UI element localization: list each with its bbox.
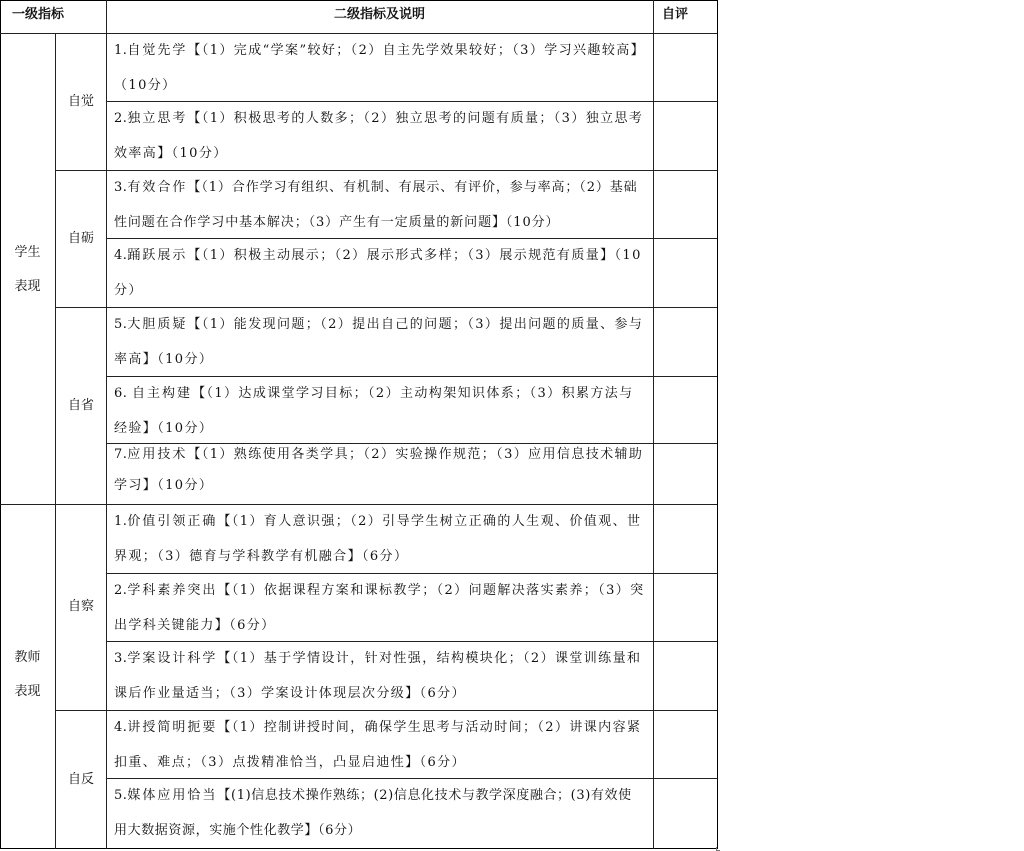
- criterion-item: [114, 710, 653, 778]
- item-name: 独立思考: [127, 111, 188, 126]
- item-number: 1.: [114, 43, 128, 58]
- self-eval-cell[interactable]: [654, 34, 717, 101]
- self-eval-cell[interactable]: [654, 444, 717, 504]
- subgroup-label: 自觉: [67, 94, 94, 109]
- item-number: 3.: [114, 651, 128, 666]
- corner-mark: [716, 847, 720, 851]
- item-detail: 【（1）控制讲授时间，确保学生思考与活动时间；（2）讲课内容紧扣重、难点；（3）点拨精准恰当，凸显启迪性】（6分）: [114, 720, 642, 770]
- item-number: 5.: [114, 317, 128, 332]
- self-eval-cell[interactable]: [654, 574, 717, 641]
- subgroup-label: 自砺: [67, 231, 94, 246]
- item-number: 7.: [114, 447, 128, 462]
- criterion-item: [114, 238, 653, 307]
- item-name: 大胆质疑: [127, 317, 188, 332]
- criterion-item: [114, 573, 653, 641]
- item-name: 价值引领正确: [127, 514, 218, 529]
- item-detail: 【（1）依据课程方案和课标教学；（2）问题解决落实素养；（3）突出学科关键能力】（6分）: [114, 583, 645, 633]
- item-number: 2.: [114, 111, 128, 126]
- item-name: 讲授简明扼要: [127, 720, 218, 735]
- item-detail: 【（1）基于学情设计，针对性强，结构模块化；（2）课堂训练量和课后作业量适当；（3）学案设计体现层次分级】（6分）: [114, 651, 642, 701]
- item-number: 6.: [114, 386, 133, 401]
- subgroup-label: 自反: [67, 772, 94, 787]
- group-title-line: 表现: [14, 279, 41, 294]
- self-eval-cell[interactable]: [654, 779, 717, 848]
- divider-col2: [106, 0, 107, 849]
- item-name: 有效合作: [127, 180, 188, 195]
- group-title-students: [0, 236, 55, 304]
- item-name: 学科素养突出: [127, 583, 218, 598]
- criterion-item: [114, 170, 653, 238]
- self-eval-cell[interactable]: [654, 102, 717, 170]
- item-detail: 【（1）能发现问题；（2）提出自己的问题；（3）提出问题的质量、参与率高】（10分）: [114, 317, 644, 367]
- item-name: 应用技术: [127, 447, 188, 462]
- criterion-item: [114, 641, 653, 710]
- item-name: 媒体应用恰当: [127, 788, 218, 803]
- item-detail: 【（1）熟练使用各类学具；（2）实验操作规范；（3）应用信息技术辅助学习】（10分）: [114, 447, 644, 493]
- item-name: 学案设计科学: [127, 651, 218, 666]
- item-number: 4.: [114, 248, 128, 263]
- item-detail: 【（1）积极主动展示；（2）展示形式多样；（3）展示规范有质量】（10分）: [114, 248, 642, 298]
- item-number: 3.: [114, 180, 128, 195]
- self-eval-cell[interactable]: [654, 642, 717, 710]
- group-title-line: 学生: [14, 245, 41, 260]
- subgroup-label: 自省: [67, 398, 94, 413]
- header-level2: 二级指标及说明: [333, 7, 425, 22]
- header-self-eval: 自评: [662, 7, 689, 22]
- criterion-item: [114, 504, 653, 573]
- item-detail: 【（1）完成“学案”较好；（2）自主先学效果较好；（3）学习兴趣较高】（10分）: [114, 43, 639, 93]
- self-eval-cell[interactable]: [654, 377, 717, 443]
- group-title-teachers: [0, 641, 55, 709]
- criterion-item: [114, 376, 653, 443]
- item-name: 踊跃展示: [127, 248, 188, 263]
- subgroup-label: 自察: [67, 599, 94, 614]
- item-name: 自主构建: [132, 386, 193, 401]
- self-eval-cell[interactable]: [654, 505, 717, 573]
- item-number: 1.: [114, 514, 128, 529]
- group-title-line: 教师: [14, 650, 41, 665]
- item-detail: 【（1）育人意识强；（2）引导学生树立正确的人生观、价值观、世界观；（3）德育与学科教学有机融合】（6分）: [114, 514, 642, 564]
- self-eval-cell[interactable]: [654, 711, 717, 778]
- criterion-item: [114, 778, 653, 848]
- criterion-item: [114, 101, 653, 170]
- item-number: 5.: [114, 788, 128, 803]
- item-detail: 【（1）合作学习有组织、有机制、有展示、有评价，参与率高；（2）基础性问题在合作学习中基本解决；（3）产生有一定质量的新问题】（10分）: [114, 180, 638, 230]
- group-title-line: 表现: [14, 684, 41, 699]
- item-detail: 【（1）积极思考的人数多；（2）独立思考的问题有质量；（3）独立思考效率高】（10分）: [114, 111, 644, 161]
- criterion-item: [114, 439, 653, 504]
- self-eval-cell[interactable]: [654, 308, 717, 376]
- divider-subcol: [55, 33, 56, 849]
- self-eval-cell[interactable]: [654, 171, 717, 238]
- item-name: 自觉先学: [127, 43, 188, 58]
- criterion-item: [114, 307, 653, 376]
- criterion-item: [114, 33, 653, 101]
- header-level1: 一级指标: [12, 7, 65, 22]
- item-detail: 【(1)信息技术操作熟练；(2)信息化技术与教学深度融合；(3)有效使用大数据资源，实施个性化教学】（6分）: [114, 788, 632, 838]
- item-number: 2.: [114, 583, 128, 598]
- item-number: 4.: [114, 720, 128, 735]
- self-eval-cell[interactable]: [654, 239, 717, 307]
- item-detail: 【（1）达成课堂学习目标；（2）主动构架知识体系；（3）积累方法与经验】（10分）: [114, 386, 634, 436]
